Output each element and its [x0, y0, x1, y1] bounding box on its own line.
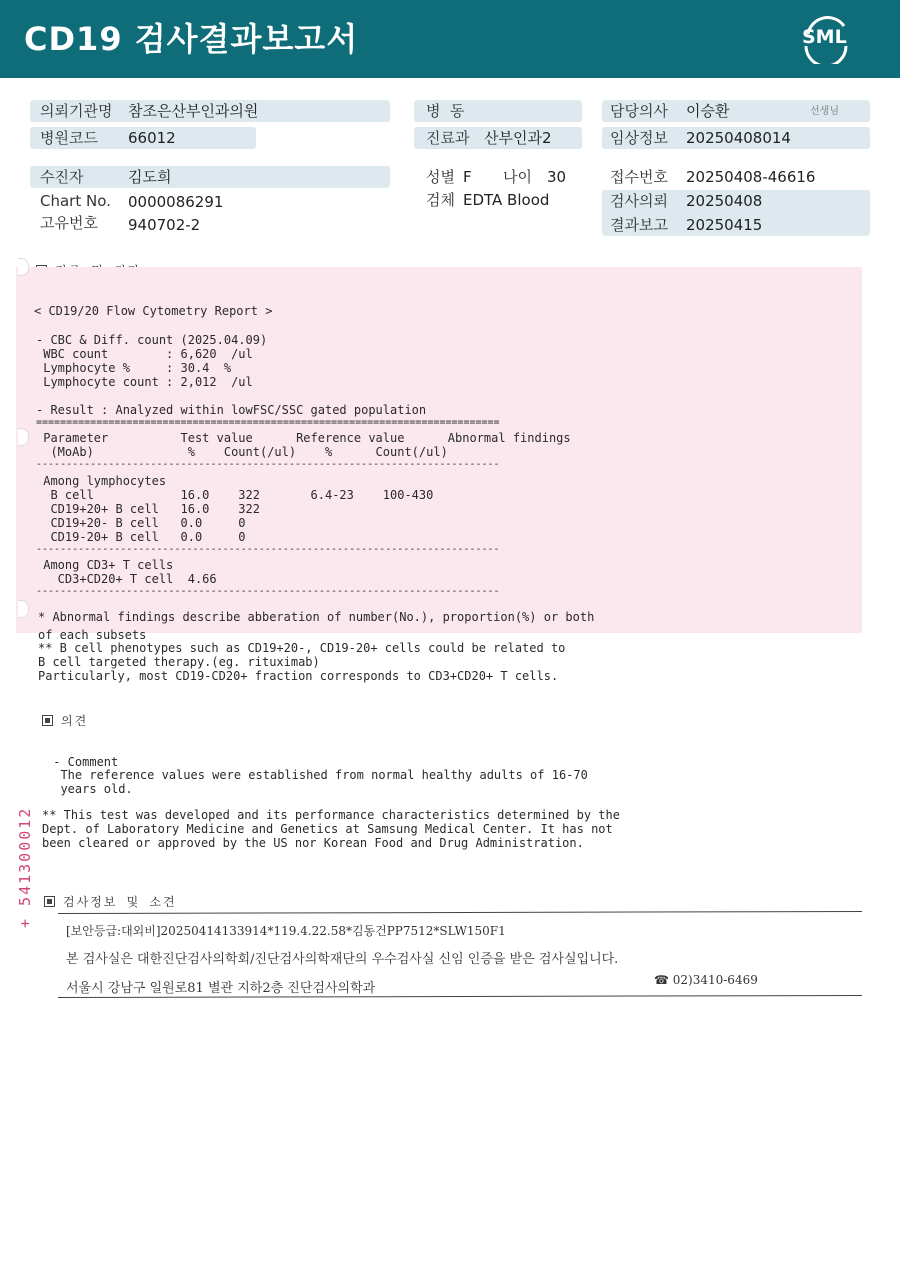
footnote-line: * Abnormal findings describe abberation of number(No.), proportion(%) or both	[38, 610, 595, 624]
logo-text: SML	[802, 26, 847, 48]
table-row: CD3+CD20+ T cell 4.66	[36, 572, 217, 586]
serial-number-text: + 541300012	[16, 806, 34, 928]
footnote-line: B cell targeted therapy.(eg. rituximab)	[38, 655, 320, 669]
section-test-info-title: 검사정보 및 소견	[63, 895, 177, 909]
footnote-line: ** B cell phenotypes such as CD19+20-, CD19-20+ cells could be related to	[38, 641, 566, 655]
chart-label: Chart No.	[40, 192, 111, 210]
name-row	[30, 166, 390, 188]
disclaimer-line: ** This test was developed and its performance characteristics determined by the	[42, 808, 620, 822]
table-row: CD19-20+ B cell 0.0 0	[36, 530, 246, 544]
clinical-value: 20250408014	[686, 129, 791, 147]
page-title: CD19 검사결과보고서	[24, 20, 359, 58]
lymph-pct-line: Lymphocyte % : 30.4 %	[36, 361, 232, 375]
institution-label: 의뢰기관명	[40, 102, 113, 120]
age-label: 나이	[503, 168, 532, 186]
lymph-count-line: Lymphocyte count : 2,012 /ul	[36, 375, 253, 389]
section-opinion	[42, 712, 88, 729]
dept-value: 산부인과2	[484, 129, 552, 147]
report-header	[0, 0, 900, 78]
disclaimer-line: Dept. of Laboratory Medicine and Genetics at Samsung Medical Center. It has not	[42, 822, 613, 836]
institution-value: 참조은산부인과의원	[128, 102, 259, 120]
report-label: 결과보고	[610, 216, 668, 234]
phone-number: 02)3410-6469	[672, 973, 758, 987]
table-rule: -----------------------------------------------------------------------------	[36, 544, 500, 555]
table-rule: -----------------------------------------------------------------------------	[36, 586, 500, 597]
name-value: 김도희	[128, 168, 172, 186]
hospital-code-value: 66012	[128, 129, 176, 147]
security-line: [보안등급:대외비]20250414133914*119.4.22.58*김동건PP7512*SLW150F1	[66, 924, 506, 938]
doctor-label: 담당의사	[610, 102, 668, 120]
address-line: 서울시 강남구 일원로81 별관 지하2층 진단검사의학과	[66, 981, 376, 996]
receipt-label: 접수번호	[610, 168, 668, 186]
ward-label: 병 동	[426, 102, 465, 120]
table-header-2: (MoAb) % Count(/ul) % Count(/ul)	[36, 445, 448, 459]
comment-line: The reference values were established from normal healthy adults of 16-70	[46, 768, 588, 782]
wbc-line: WBC count : 6,620 /ul	[36, 347, 253, 361]
dept-label: 진료과	[426, 129, 470, 147]
table-row: CD19+20- B cell 0.0 0	[36, 516, 246, 530]
specimen-label: 검체	[426, 191, 455, 209]
specimen-value: EDTA Blood	[463, 191, 550, 209]
doctor-value: 이승환	[686, 102, 730, 120]
report-title-line: < CD19/20 Flow Cytometry Report >	[34, 304, 273, 318]
sex-label: 성별	[426, 168, 455, 186]
age-value: 30	[547, 168, 567, 186]
phone-line	[654, 973, 758, 987]
divider	[58, 911, 862, 914]
table-rule: -----------------------------------------------------------------------------	[36, 459, 500, 470]
table-rule: =============================================================================	[36, 417, 500, 428]
footnote-line: Particularly, most CD19-CD20+ fraction corresponds to CD3+CD20+ T cells.	[38, 669, 559, 683]
report-value: 20250415	[686, 216, 763, 234]
name-label: 수진자	[40, 168, 84, 186]
disclaimer-line: been cleared or approved by the US nor Korean Food and Drug Administration.	[42, 836, 584, 850]
unique-label: 고유번호	[40, 214, 98, 232]
chart-value: 0000086291	[128, 193, 224, 211]
section-square-icon	[44, 896, 55, 907]
certification-line: 본 검사실은 대한진단검사의학회/진단검사의학재단의 우수검사실 신임 인증을 받은 검사실입니다.	[66, 952, 619, 967]
table-group-tcell: Among CD3+ T cells	[36, 558, 174, 572]
section-opinion-title: 의견	[61, 714, 89, 728]
request-label: 검사의뢰	[610, 192, 668, 210]
table-row: B cell 16.0 322 6.4-23 100-430	[36, 488, 434, 502]
phone-icon: ☎	[654, 973, 673, 987]
cbc-line: - CBC & Diff. count (2025.04.09)	[36, 333, 268, 347]
comment-line: - Comment	[46, 755, 119, 769]
table-header-1: Parameter Test value Reference value Abnormal findings	[36, 431, 571, 445]
footnote-line: of each subsets	[38, 628, 147, 642]
section-test-info	[44, 893, 177, 910]
section-square-icon	[42, 715, 53, 726]
result-line: - Result : Analyzed within lowFSC/SSC gated population	[36, 403, 427, 417]
serial-number	[14, 800, 38, 930]
doctor-suffix: 선생님	[810, 106, 839, 117]
comment-line: years old.	[46, 782, 133, 796]
receipt-value: 20250408-46616	[686, 168, 816, 186]
table-row: CD19+20+ B cell 16.0 322	[36, 502, 260, 516]
sex-value: F	[463, 168, 472, 186]
clinical-label: 임상정보	[610, 129, 668, 147]
unique-value: 940702-2	[128, 216, 201, 234]
hospital-code-label: 병원코드	[40, 129, 98, 147]
table-group-lymph: Among lymphocytes	[36, 474, 167, 488]
request-value: 20250408	[686, 192, 763, 210]
